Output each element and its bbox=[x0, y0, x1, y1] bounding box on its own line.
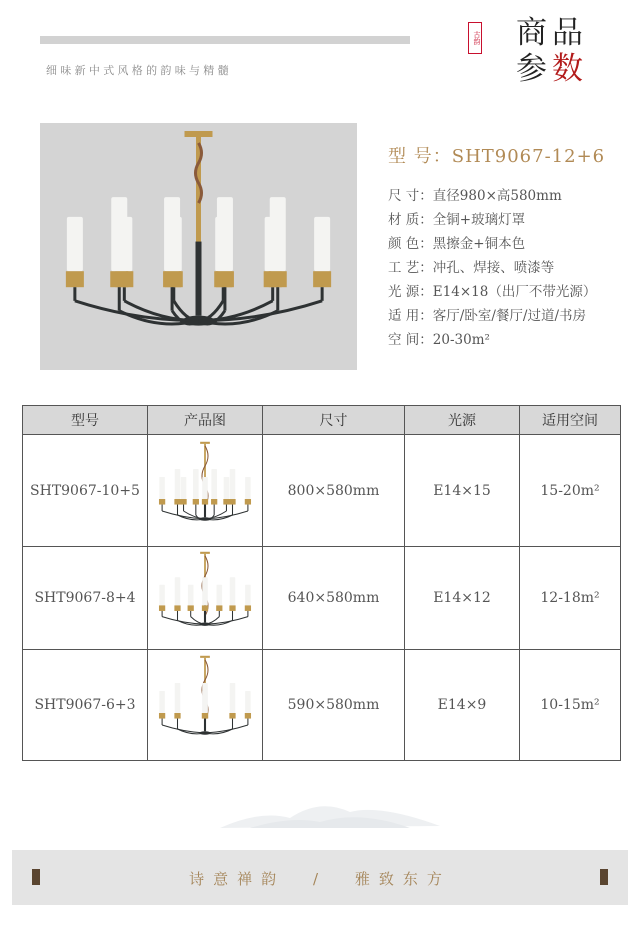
table-row bbox=[23, 547, 621, 650]
cell-size: 640×580mm bbox=[263, 547, 405, 650]
spec-value: 冲孔、焊接、喷漆等 bbox=[432, 260, 555, 276]
cell-model: SHT9067-6+3 bbox=[23, 650, 148, 761]
header-space: 适用空间 bbox=[520, 406, 621, 435]
cell-image bbox=[148, 435, 263, 547]
header-image: 产品图 bbox=[148, 406, 263, 435]
spec-row-space bbox=[388, 328, 490, 348]
chandelier-drawing bbox=[66, 131, 331, 326]
table-row bbox=[23, 650, 621, 761]
header-light: 光源 bbox=[405, 406, 520, 435]
spec-value: 20-30m² bbox=[432, 332, 490, 348]
cell-size: 800×580mm bbox=[263, 435, 405, 547]
spec-label: 工 艺： bbox=[388, 260, 433, 276]
mountain-mist-decoration bbox=[220, 790, 440, 830]
brand-title bbox=[516, 15, 586, 88]
chandelier-6-3-thumbnail bbox=[150, 653, 260, 753]
chandelier-12-6-image bbox=[40, 123, 357, 370]
spec-row-material bbox=[388, 208, 525, 228]
cell-model: SHT9067-8+4 bbox=[23, 547, 148, 650]
footer-slogan-left: 诗意禅韵 bbox=[189, 870, 286, 888]
chandelier-drawing bbox=[159, 656, 251, 735]
cell-light: E14×9 bbox=[405, 650, 520, 761]
chandelier-drawing bbox=[159, 552, 251, 626]
brand-char-2: 品 bbox=[552, 15, 583, 51]
spec-row-craft bbox=[388, 256, 554, 276]
model-comparison-table bbox=[22, 405, 621, 761]
spec-row-color bbox=[388, 232, 525, 252]
spec-label: 尺 寸： bbox=[388, 188, 433, 204]
cell-space: 15-20m² bbox=[520, 435, 621, 547]
spec-label: 材 质： bbox=[388, 212, 433, 228]
model-label: 型 号： bbox=[388, 146, 452, 167]
product-photo bbox=[40, 123, 357, 370]
table-row bbox=[23, 435, 621, 547]
brand-char-4: 数 bbox=[552, 51, 583, 87]
spec-value: 全铜+玻璃灯罩 bbox=[432, 212, 526, 228]
spec-label: 适 用： bbox=[388, 308, 433, 324]
chandelier-drawing bbox=[159, 441, 251, 520]
model-title bbox=[388, 142, 605, 168]
cell-space: 12-18m² bbox=[520, 547, 621, 650]
footer-slogan bbox=[0, 868, 640, 889]
spec-value: 直径980×高580mm bbox=[432, 188, 562, 204]
tagline: 细味新中式风格的韵味与精髓 bbox=[46, 64, 232, 77]
spec-value: 黑擦金+铜本色 bbox=[432, 236, 526, 252]
spec-row-light-source bbox=[388, 280, 596, 300]
header-bar bbox=[40, 36, 410, 44]
seal-stamp: 古韵 bbox=[468, 22, 482, 54]
header-model: 型号 bbox=[23, 406, 148, 435]
cell-space: 10-15m² bbox=[520, 650, 621, 761]
chandelier-8-4-thumbnail bbox=[150, 549, 260, 643]
cell-size: 590×580mm bbox=[263, 650, 405, 761]
cell-model: SHT9067-10+5 bbox=[23, 435, 148, 547]
brand-char-3: 参 bbox=[516, 51, 547, 87]
cell-image bbox=[148, 547, 263, 650]
model-value: SHT9067-12+6 bbox=[451, 146, 606, 167]
spec-value: 客厅/卧室/餐厅/过道/书房 bbox=[432, 308, 586, 324]
spec-row-usage bbox=[388, 304, 586, 324]
spec-row-size bbox=[388, 184, 562, 204]
spec-label: 光 源： bbox=[388, 284, 433, 300]
table-header-row bbox=[23, 406, 621, 435]
footer-slogan-separator: / bbox=[312, 870, 328, 888]
cell-light: E14×12 bbox=[405, 547, 520, 650]
chandelier-10-5-thumbnail bbox=[150, 439, 260, 539]
cell-light: E14×15 bbox=[405, 435, 520, 547]
cell-image bbox=[148, 650, 263, 761]
spec-label: 空 间： bbox=[388, 332, 433, 348]
spec-value: E14×18（出厂不带光源） bbox=[432, 284, 597, 300]
header-size: 尺寸 bbox=[263, 406, 405, 435]
brand-char-1: 商 bbox=[516, 15, 547, 51]
spec-label: 颜 色： bbox=[388, 236, 433, 252]
footer-slogan-right: 雅致东方 bbox=[354, 870, 451, 888]
